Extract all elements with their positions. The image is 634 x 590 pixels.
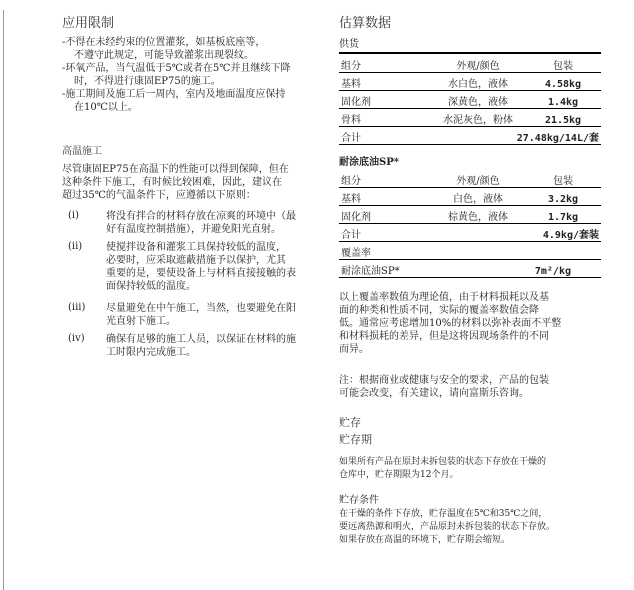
- header-component: 组分: [339, 170, 431, 188]
- item-line: 面保持较低的温度。: [106, 281, 196, 292]
- bullet-1-line-1: -不得在未经约束的位置灌浆，如基板底座等，: [62, 37, 266, 48]
- total-label: 合计: [339, 224, 431, 242]
- total-value: 4.9kg/套装: [542, 230, 599, 241]
- storage-conditions-text: [339, 508, 601, 547]
- high-temp-intro-2: 这种条件下施工，有时候比较困难，因此，建议在: [62, 177, 282, 188]
- total-value: 27.48kg/14L/套: [431, 127, 601, 145]
- storage-line: 如果所有产品在原封未拆包装的状态下存放在干燥的: [339, 457, 547, 467]
- item-line: 工时限内完成施工。: [106, 347, 196, 358]
- cell-appearance: 水泥灰色，粉体: [431, 109, 525, 127]
- table-header-row: [339, 170, 601, 188]
- cell-component: 基料: [339, 188, 431, 206]
- item-line: 使搅拌设备和灌浆工具保持较低的温度，: [106, 242, 286, 253]
- bullet-2-line-2: 时，不得进行康固EP75的施工。: [74, 76, 221, 87]
- storage-title: 贮存: [339, 416, 361, 429]
- item-line: 确保有足够的施工人员，以保证在材料的施: [106, 334, 296, 345]
- item-line: 必要时，应采取遮蔽措施予以保护，尤其: [106, 255, 286, 266]
- cell-appearance: 棕黄色，液体: [431, 206, 525, 224]
- cell-appearance: 白色，液体: [431, 188, 525, 206]
- sp-table: [339, 170, 601, 278]
- storage-line: 在干燥的条件下存放，贮存温度在5℃和35℃之间，: [339, 509, 548, 519]
- coverage-label: 覆盖率: [339, 242, 601, 260]
- storage-line: 仓库中，贮存期限为12个月。: [339, 470, 459, 480]
- cell-package: 3.2kg: [525, 188, 601, 206]
- cell-component: 固化剂: [339, 91, 431, 109]
- note-line: 和材料损耗的差异，但是这将因现场条件的不同: [339, 331, 549, 342]
- coverage-note: [339, 291, 601, 356]
- bullet-2-line-1: -环氧产品，当气温低于5℃或者在5℃并且继续下降: [62, 63, 291, 74]
- cell-package: 21.5kg: [525, 109, 601, 127]
- cell-component: 骨料: [339, 109, 431, 127]
- coverage-value: 7m²/kg: [431, 260, 601, 278]
- note-line: 面的种类和性质不同，实际的覆盖率数值会降: [339, 305, 539, 316]
- sp-title: 耐涂底油SP*: [339, 157, 399, 168]
- header-appearance: 外观/颜色: [431, 170, 525, 188]
- coverage-row: [339, 260, 601, 278]
- table-row: [339, 73, 601, 91]
- cell-appearance: 深黄色，液体: [431, 91, 525, 109]
- sp-total-row: [339, 224, 601, 242]
- note-line: 以上覆盖率数值为理论值，由于材料损耗以及基: [339, 292, 549, 303]
- header-package: 包装: [525, 55, 601, 73]
- high-temp-intro-1: 尽管康固EP75在高温下的性能可以得到保障，但在: [62, 164, 289, 175]
- bullet-3-line-2: 在10℃以上。: [74, 102, 138, 113]
- bullet-3-line-1: -施工期间及施工后一周内，室内及地面温度应保持: [62, 89, 286, 100]
- header-component: 组分: [339, 55, 431, 73]
- item-line: 好有温度控制措施），并避免阳光直射。: [106, 224, 281, 235]
- cell-appearance: 水白色，液体: [431, 73, 525, 91]
- coverage-item: 耐涂底油SP*: [339, 260, 431, 278]
- application-limits-title: 应用限制: [62, 16, 115, 31]
- bullet-1-line-2: 不遵守此规定，可能导致灌浆出现裂纹。: [74, 50, 254, 61]
- item-line: 将没有拌合的材料存放在凉爽的环境中（最: [106, 211, 296, 222]
- note-line: 而异。: [339, 344, 369, 355]
- storage-period-text: [339, 456, 601, 482]
- high-temp-intro-3: 超过35℃的气温条件下，应遵循以下原则：: [62, 190, 256, 201]
- header-appearance: 外观/颜色: [431, 55, 525, 73]
- table-row: [339, 91, 601, 109]
- note-line: 可能会改变，有关建议，请向富斯乐咨询。: [339, 388, 529, 399]
- high-temp-title: 高温施工: [62, 146, 102, 157]
- item-line: 重要的是，要使设备上与材料直接接触的表: [106, 268, 296, 279]
- item-number: (iii): [68, 302, 86, 313]
- storage-conditions-title: 贮存条件: [339, 495, 379, 506]
- storage-period-title: 贮存期: [339, 433, 372, 446]
- supply-table: [339, 55, 601, 145]
- storage-line: 如果存放在高温的环境下，贮存期会缩短。: [339, 535, 511, 545]
- header-package: 包装: [525, 170, 601, 188]
- cell-package: 1.4kg: [525, 91, 601, 109]
- item-number: (ii): [68, 241, 83, 252]
- supply-label: 供货: [339, 39, 359, 50]
- item-number: (iv): [68, 333, 85, 344]
- note-line: 注：根据商业或健康与安全的要求，产品的包装: [339, 375, 549, 386]
- total-value-cell: [431, 224, 601, 242]
- note-line: 低。通常应考虑增加10%的材料以弥补表面不平整: [339, 318, 562, 329]
- storage-line: 要远离热源和明火，产品原封未拆包装的状态下存放。: [339, 522, 556, 532]
- table-row: [339, 109, 601, 127]
- cell-package: 4.58kg: [525, 73, 601, 91]
- cell-component: 基料: [339, 73, 431, 91]
- table-top-rule: [339, 52, 601, 54]
- coverage-label-row: [339, 242, 601, 260]
- item-line: 光直射下施工。: [106, 316, 176, 327]
- total-row: [339, 127, 601, 145]
- packaging-note: [339, 374, 601, 400]
- item-line: 尽量避免在中午施工，当然，也要避免在阳: [106, 303, 296, 314]
- cell-component: 固化剂: [339, 206, 431, 224]
- item-number: (i): [68, 210, 80, 221]
- table-row: [339, 188, 601, 206]
- table-header-row: [339, 55, 601, 73]
- estimate-title: 估算数据: [339, 16, 392, 31]
- page-margin-rule: [3, 10, 4, 590]
- table-row: [339, 206, 601, 224]
- cell-package: 1.7kg: [525, 206, 601, 224]
- total-label: 合计: [339, 127, 431, 145]
